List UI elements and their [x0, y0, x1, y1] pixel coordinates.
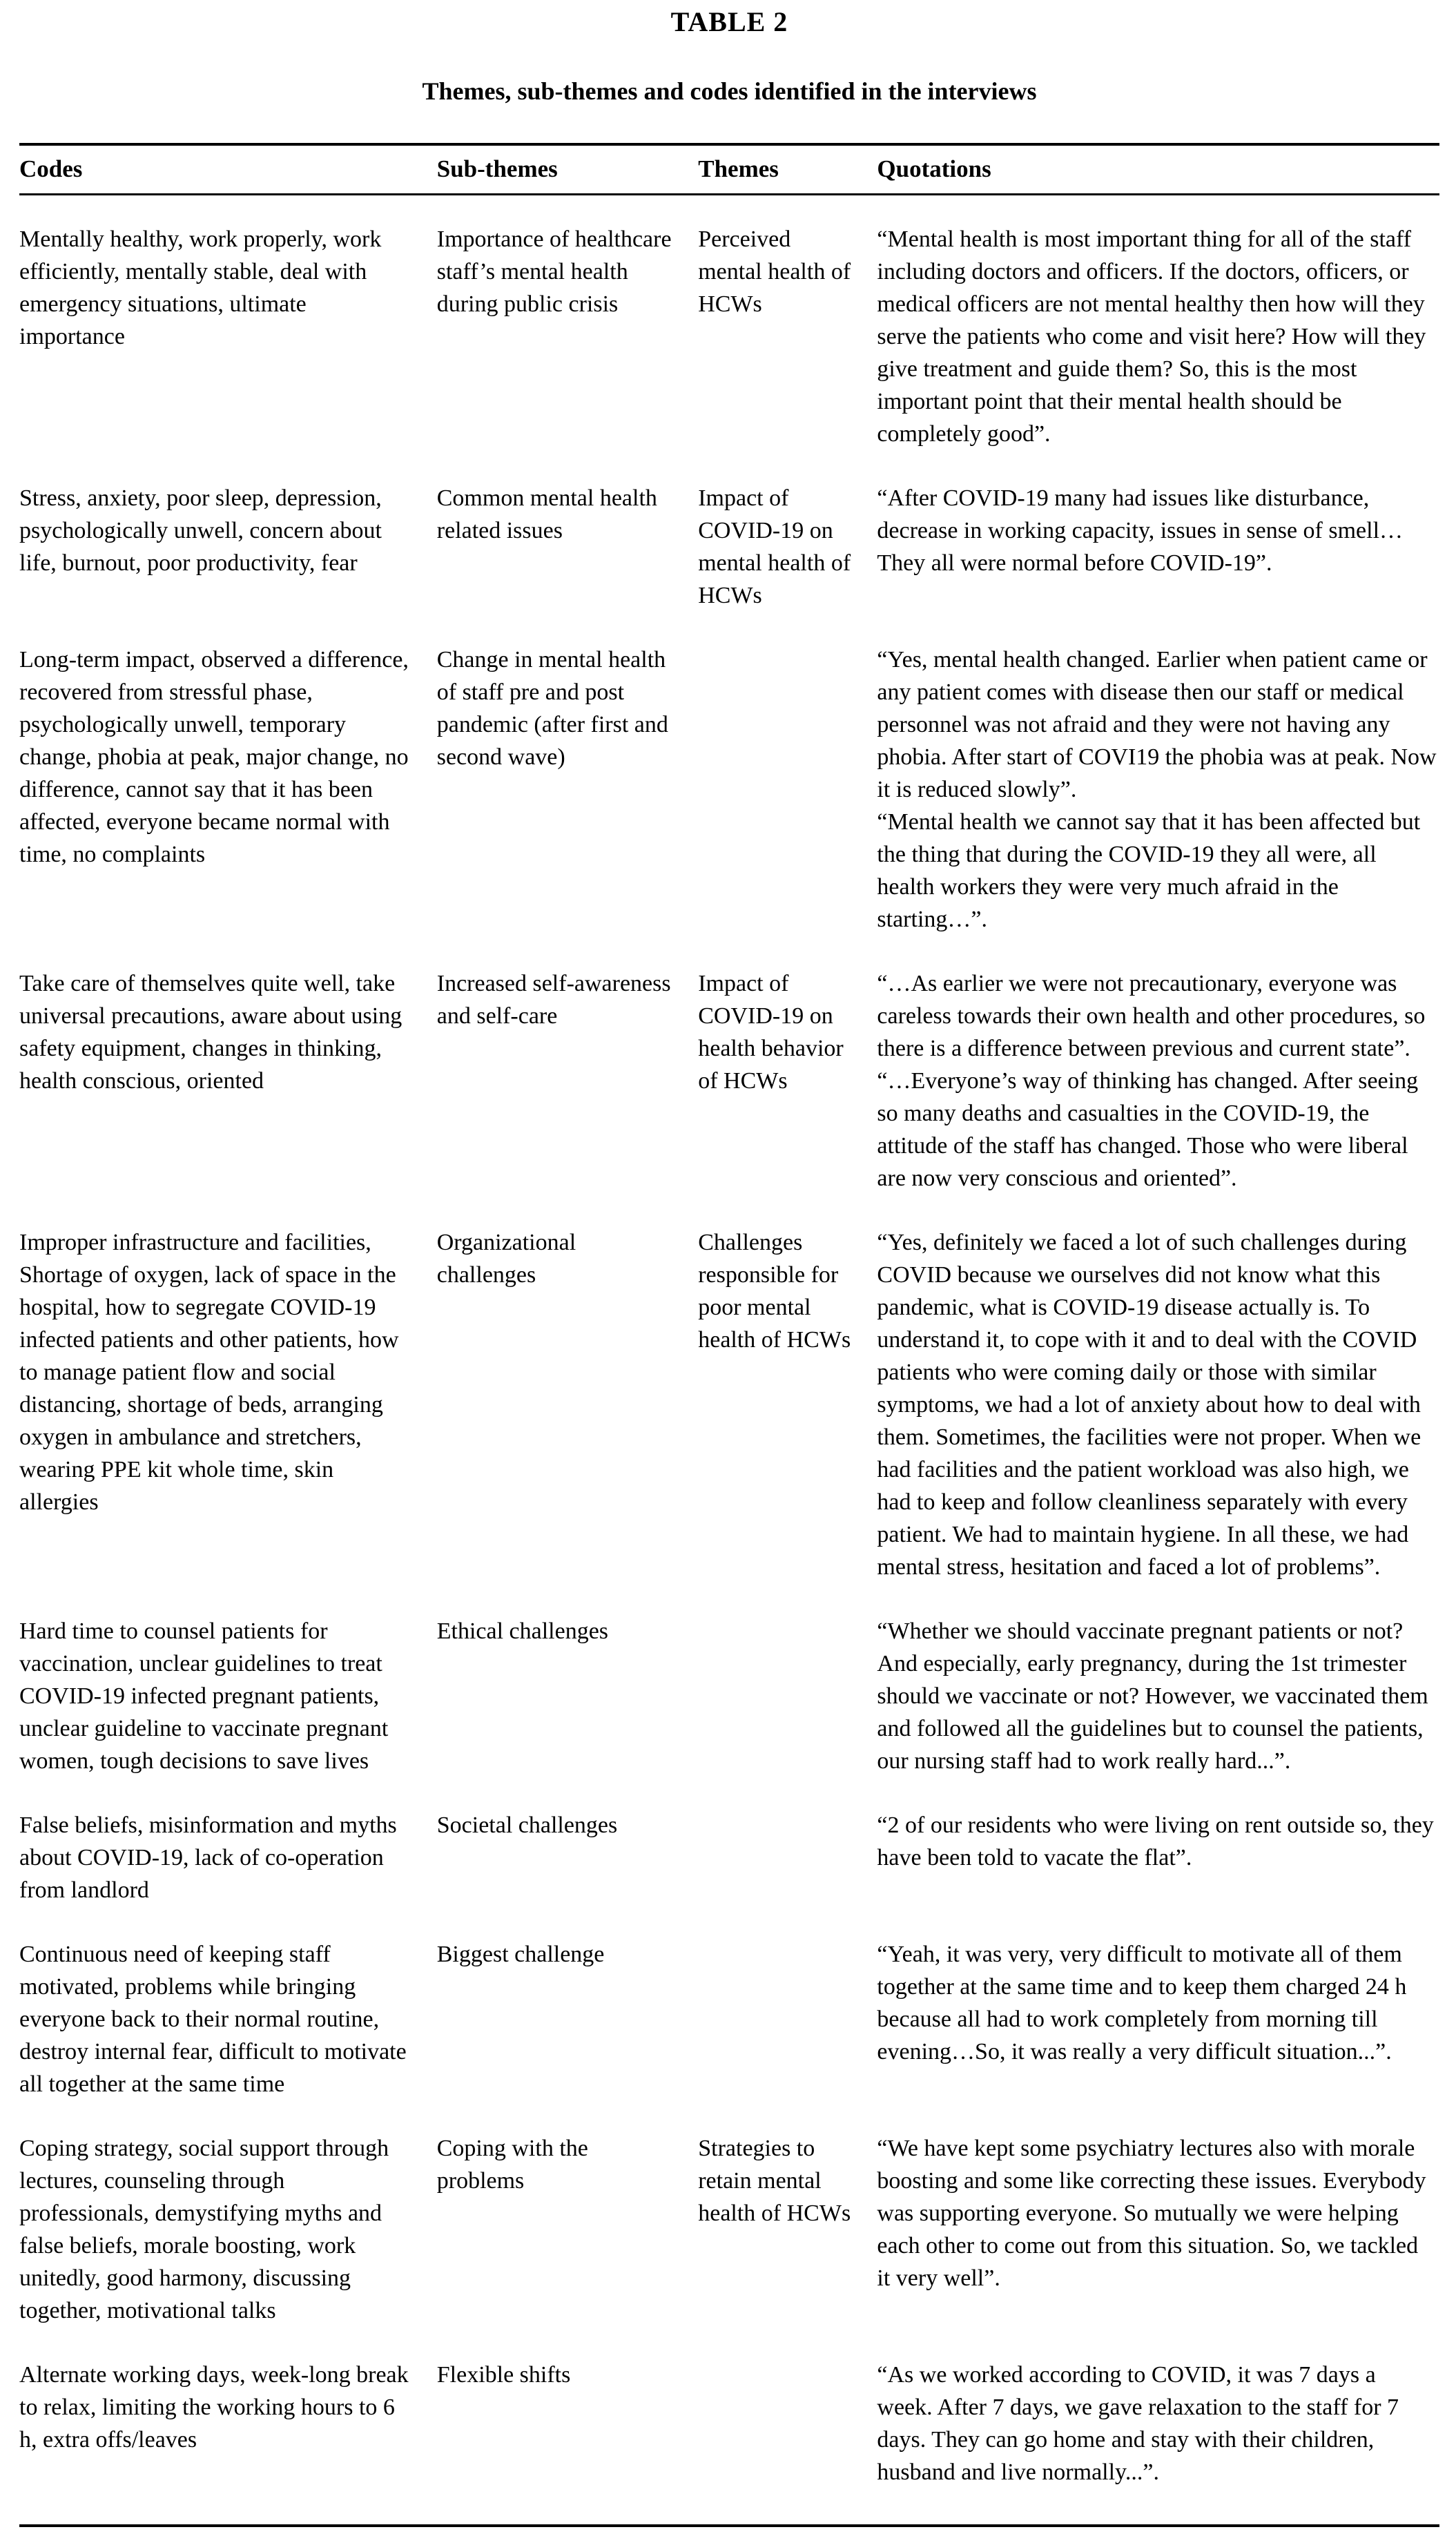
- theme-cell: Perceived mental health of HCWs: [698, 226, 851, 317]
- quotes-cell: [877, 967, 1439, 1226]
- table-row: [19, 1226, 1439, 1615]
- table-row: [19, 2132, 1439, 2359]
- quotation-paragraph: “Whether we should vaccinate pregnant patients or not? And especially, early pregnancy, during the 1st trimester should we vaccinate or not? However, we vaccinated them and followed all the guidelines but to counsel the patients, our nursing staff had to work really hard...”.: [877, 1618, 1428, 1774]
- subtheme-cell: Change in mental health of staff pre and post pandemic (after first and second wave): [436, 647, 668, 770]
- quotes-cell: [877, 195, 1439, 483]
- quotation-paragraph: “As we worked according to COVID, it was 7 days a week. After 7 days, we gave relaxation to the staff for 7 days. They can go home and stay with their children, husband and live normally...”.: [877, 2362, 1399, 2485]
- quotes-cell: [877, 2359, 1439, 2526]
- subtheme-cell: Importance of healthcare staff’s mental health during public crisis: [436, 226, 672, 317]
- codes-cell: Alternate working days, week-long break to relax, limiting the working hours to 6 h, extra offs/leaves: [19, 2362, 409, 2453]
- subtheme-cell: Biggest challenge: [436, 1942, 605, 1967]
- quotation-paragraph: “Yes, mental health changed. Earlier when patient came or any patient comes with disease then our staff or medical personnel was not afraid and they were not having any phobia. After start of COVI19 the phobia was at peak. Now it is reduced slowly”.: [877, 647, 1437, 802]
- theme-cell: Strategies to retain mental health of HCWs: [698, 2136, 851, 2226]
- subtheme-cell: Societal challenges: [436, 1812, 618, 1838]
- theme-cell: Impact of COVID-19 on mental health of HCWs: [698, 485, 851, 608]
- codes-cell: Hard time to counsel patients for vaccination, unclear guidelines to treat COVID-19 infected pregnant patients, unclear guideline to vaccinate pregnant women, tough decisions to save lives: [19, 1618, 389, 1774]
- quotation-paragraph: “Mental health is most important thing for all of the staff including doctors and officers. If the doctors, officers, or medical officers are not mental healthy then how will they serve the patients who come and visit here? How will they give treatment and guide them? So, this is the most important point that their mental health should be completely good”.: [877, 226, 1426, 447]
- quotation-paragraph: “We have kept some psychiatry lectures also with morale boosting and some like correcting these issues. Everybody was supporting everyone. So mutually we were helping each other to come out from this situation. So, we tackled it very well”.: [877, 2136, 1426, 2291]
- quotes-cell: [877, 1615, 1439, 1809]
- theme-cell: [698, 2359, 877, 2526]
- theme-cell: [698, 1938, 877, 2132]
- theme-cell: Challenges responsible for poor mental health of HCWs: [698, 1230, 851, 1353]
- codes-cell: Continuous need of keeping staff motivated, problems while bringing everyone back to their normal routine, destroy internal fear, difficult to motivate all together at the same time: [19, 1942, 407, 2097]
- subtheme-cell: Increased self-awareness and self-care: [436, 971, 671, 1029]
- header-row: [19, 144, 1439, 195]
- subtheme-cell: Coping with the problems: [436, 2136, 588, 2194]
- subtheme-cell: Organizational challenges: [436, 1230, 576, 1288]
- table-caption: Themes, sub-themes and codes identified in the interviews: [422, 77, 1037, 105]
- codes-cell: Coping strategy, social support through lectures, counseling through professionals, demystifying myths and false beliefs, morale boosting, work unitedly, good harmony, discussing together, motivational talks: [19, 2136, 389, 2323]
- quotation-paragraph: “2 of our residents who were living on rent outside so, they have been told to vacate the flat”.: [877, 1812, 1434, 1870]
- column-header-codes: Codes: [19, 144, 437, 195]
- table-label: TABLE 2: [670, 6, 788, 37]
- subtheme-cell: Ethical challenges: [436, 1618, 609, 1644]
- codes-cell: False beliefs, misinformation and myths about COVID-19, lack of co-operation from landlord: [19, 1812, 397, 1903]
- quotation-paragraph: “Mental health we cannot say that it has been affected but the thing that during the COVID-19 they all were, all health workers they were very much afraid in the starting…”.: [877, 809, 1421, 932]
- themes-table: [19, 143, 1439, 2527]
- table-row: [19, 482, 1439, 644]
- subtheme-cell: Common mental health related issues: [436, 485, 657, 543]
- table-row: [19, 1938, 1439, 2132]
- table-row: [19, 1615, 1439, 1809]
- quotation-paragraph: “…Everyone’s way of thinking has changed. After seeing so many deaths and casualties in the COVID-19, the attitude of the staff has changed. Those who were liberal are now very conscious and oriented”.: [877, 1068, 1419, 1191]
- codes-cell: Improper infrastructure and facilities, Shortage of oxygen, lack of space in the hospital, how to segregate COVID-19 infected patients and other patients, how to manage patient flow and social distancing, shortage of beds, arranging oxygen in ambulance and stretchers, wearing PPE kit whole time, skin allergies: [19, 1230, 399, 1515]
- theme-cell: [698, 1615, 877, 1809]
- theme-cell: [698, 1809, 877, 1938]
- quotes-cell: [877, 1809, 1439, 1938]
- quotation-paragraph: “After COVID-19 many had issues like disturbance, decrease in working capacity, issues in sense of smell… They all were normal before COVID-19”.: [877, 485, 1404, 576]
- codes-cell: Mentally healthy, work properly, work efficiently, mentally stable, deal with emergency situations, ultimate importance: [19, 226, 382, 349]
- table-row: [19, 2359, 1439, 2526]
- quotes-cell: [877, 644, 1439, 967]
- table-row: [19, 967, 1439, 1226]
- subtheme-cell: Flexible shifts: [436, 2362, 571, 2388]
- quotes-cell: [877, 1938, 1439, 2132]
- table-row: [19, 644, 1439, 967]
- quotes-cell: [877, 1226, 1439, 1615]
- quotes-cell: [877, 482, 1439, 644]
- table-row: [19, 1809, 1439, 1938]
- codes-cell: Long-term impact, observed a difference, recovered from stressful phase, psychologically unwell, temporary change, phobia at peak, major change, no difference, cannot say that it has been affected, everyone became normal with time, no complaints: [19, 647, 409, 867]
- theme-cell: Impact of COVID-19 on health behavior of HCWs: [698, 971, 844, 1094]
- quotation-paragraph: “Yeah, it was very, very difficult to motivate all of them together at the same time and to keep them charged 24 h because all had to work completely from morning till evening…So, it was really a very difficult situation...”.: [877, 1942, 1407, 2064]
- codes-cell: Stress, anxiety, poor sleep, depression, psychologically unwell, concern about life, burnout, poor productivity, fear: [19, 485, 382, 576]
- codes-cell: Take care of themselves quite well, take universal precautions, aware about using safety equipment, changes in thinking, health conscious, oriented: [19, 971, 402, 1094]
- quotation-paragraph: “Yes, definitely we faced a lot of such challenges during COVID because we ourselves did not know what this pandemic, what is COVID-19 disease actually is. To understand it, to cope with it and to deal with the COVID patients who were coming daily or those with similar symptoms, we had a lot of anxiety about how to deal with them. Sometimes, the facilities were not proper. When we had facilities and the patient workload was also high, we had to keep and follow cleanliness separately with every patient. We had to maintain hygiene. In all these, we had mental stress, hesitation and faced a lot of problems”.: [877, 1230, 1421, 1580]
- column-header-themes: Themes: [698, 144, 877, 195]
- column-header-quotations: Quotations: [877, 144, 1439, 195]
- quotation-paragraph: “…As earlier we were not precautionary, everyone was careless towards their own health and other procedures, so there is a difference between previous and current state”.: [877, 971, 1426, 1061]
- quotes-cell: [877, 2132, 1439, 2359]
- column-header-subthemes: Sub-themes: [437, 144, 698, 195]
- table-row: [19, 195, 1439, 483]
- theme-cell: [698, 644, 877, 967]
